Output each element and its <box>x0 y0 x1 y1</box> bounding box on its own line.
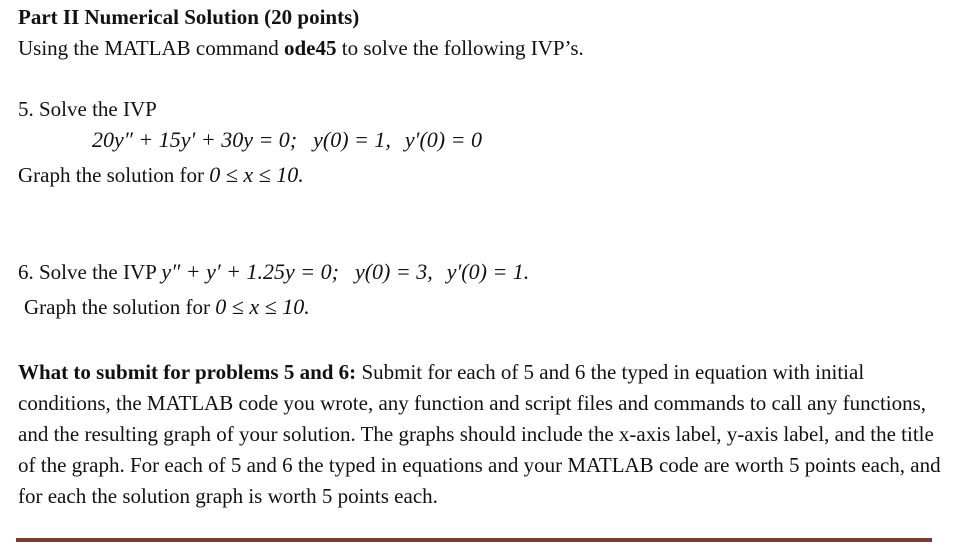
problem5-graph-text: Graph the solution for <box>18 163 210 187</box>
intro-suffix: to solve the following IVP’s. <box>336 36 584 60</box>
problem6-line <box>18 260 529 284</box>
problem5-initial-condition-2: y′(0) = 0 <box>404 127 482 152</box>
problem5-equation-line <box>92 128 482 152</box>
section-title: Part II Numerical Solution (20 points) <box>18 5 360 29</box>
intro-prefix: Using the MATLAB command <box>18 36 284 60</box>
problem6-initial-condition-2: y′(0) = 1. <box>446 259 530 284</box>
problem5-graph-range: 0 ≤ x ≤ 10. <box>209 162 304 187</box>
problem5-graph-line <box>18 163 304 187</box>
problem6-initial-condition-1: y(0) = 3, <box>354 259 433 284</box>
problem6-graph-range: 0 ≤ x ≤ 10. <box>215 294 310 319</box>
submit-paragraph <box>18 357 953 512</box>
intro-line <box>18 36 584 60</box>
problem6-graph-text: Graph the solution for <box>24 295 216 319</box>
submit-text: Submit for each of 5 and 6 the typed in equation with initial conditions, the MATLAB code you wrote, any function and script files and commands to call any functions, and the resulting graph of your solution. The graphs should include the x-axis label, y-axis label, and the title of the graph. For each of 5 and 6 the typed in equations and your MATLAB code are worth 5 points each, and for each the solution graph is worth 5 points each. <box>18 360 941 508</box>
intro-command: ode45 <box>283 36 337 60</box>
bottom-divider <box>16 538 932 542</box>
problem5-heading: 5. Solve the IVP <box>18 97 157 121</box>
problem6-equation: y″ + y′ + 1.25y = 0; <box>161 259 339 284</box>
submit-label: What to submit for problems 5 and 6: <box>18 360 357 384</box>
problem5-initial-condition-1: y(0) = 1, <box>313 127 391 152</box>
problem5-equation: 20y″ + 15y′ + 30y = 0; <box>92 127 298 152</box>
problem6-graph-line <box>24 295 310 319</box>
problem6-heading: 6. Solve the IVP <box>18 260 162 284</box>
